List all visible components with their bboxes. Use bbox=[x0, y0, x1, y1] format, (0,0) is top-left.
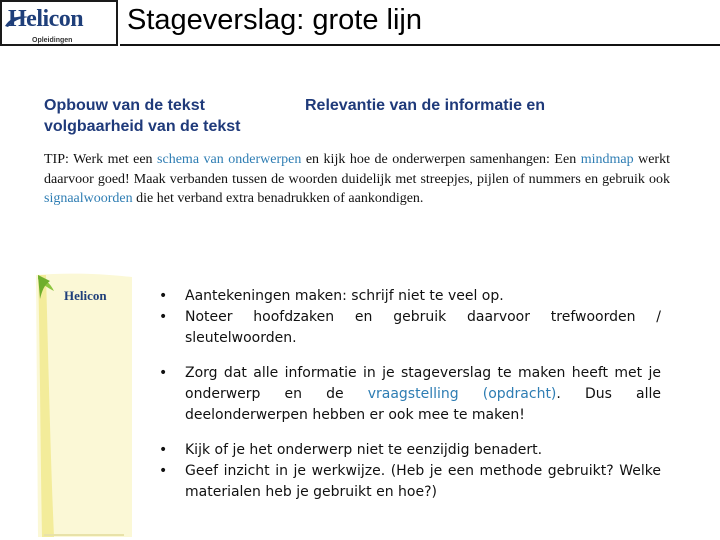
bullet-aantekeningen: • Aantekeningen maken: schrijf niet te veel op. bbox=[155, 286, 661, 307]
bullet-eenzijdig: • Kijk of je het onderwerp niet te eenzijdig benadert. bbox=[155, 440, 661, 461]
bullet-informatie bbox=[155, 363, 661, 426]
bullet-informatie-text-1: Zorg dat alle informatie in je stageverslag te maken heeft met je onderwerp en de bbox=[185, 365, 661, 402]
heading-structure: Opbouw van de tekst volgbaarheid van de tekst bbox=[44, 97, 241, 135]
logo-subtext: Opleidingen bbox=[32, 37, 73, 44]
bullet-list bbox=[155, 286, 661, 503]
tip-term-signaalwoorden: signaalwoorden bbox=[44, 191, 133, 206]
tip-text-4: die het verband extra benadrukken of aankondigen. bbox=[132, 191, 424, 206]
bullet-informatie-text-2: . Dus alle deelonderwerpen hebben er ook mee te maken! bbox=[185, 386, 661, 423]
tip-text-2: en kijk hoe de onderwerpen samenhangen: Een bbox=[301, 152, 581, 167]
logo-wordmark: Helicon bbox=[8, 6, 84, 32]
slide-title: Stageverslag: grote lijn bbox=[127, 4, 422, 36]
tip-text-3: werkt daarvoor goed! Maak verbanden tussen de woorden duidelijk met streepjes, pijlen of nummers en gebruik ook bbox=[44, 152, 670, 187]
side-panel-graphic bbox=[24, 265, 132, 537]
tip-paragraph bbox=[44, 150, 670, 209]
bullet-informatie-term: vraagstelling (opdracht) bbox=[367, 386, 557, 402]
tip-term-schema: schema van onderwerpen bbox=[157, 152, 302, 167]
title-underline bbox=[120, 44, 720, 46]
heading-relevance: Relevantie van de informatie en bbox=[305, 97, 546, 114]
tip-text-1: TIP: Werk met een bbox=[44, 152, 158, 167]
helicon-logo bbox=[0, 0, 118, 46]
bullet-werkwijze: • Geef inzicht in je werkwijze. (Heb je een methode gebruikt? Welke materialen heb je gebruikt en hoe?) bbox=[155, 461, 661, 503]
bullet-hoofdzaken: • Noteer hoofdzaken en gebruik daarvoor trefwoorden / sleutelwoorden. bbox=[155, 307, 661, 349]
panel-logo: Helicon bbox=[64, 288, 107, 303]
side-decoration-panel bbox=[24, 265, 132, 537]
tip-term-mindmap: mindmap bbox=[580, 152, 634, 167]
